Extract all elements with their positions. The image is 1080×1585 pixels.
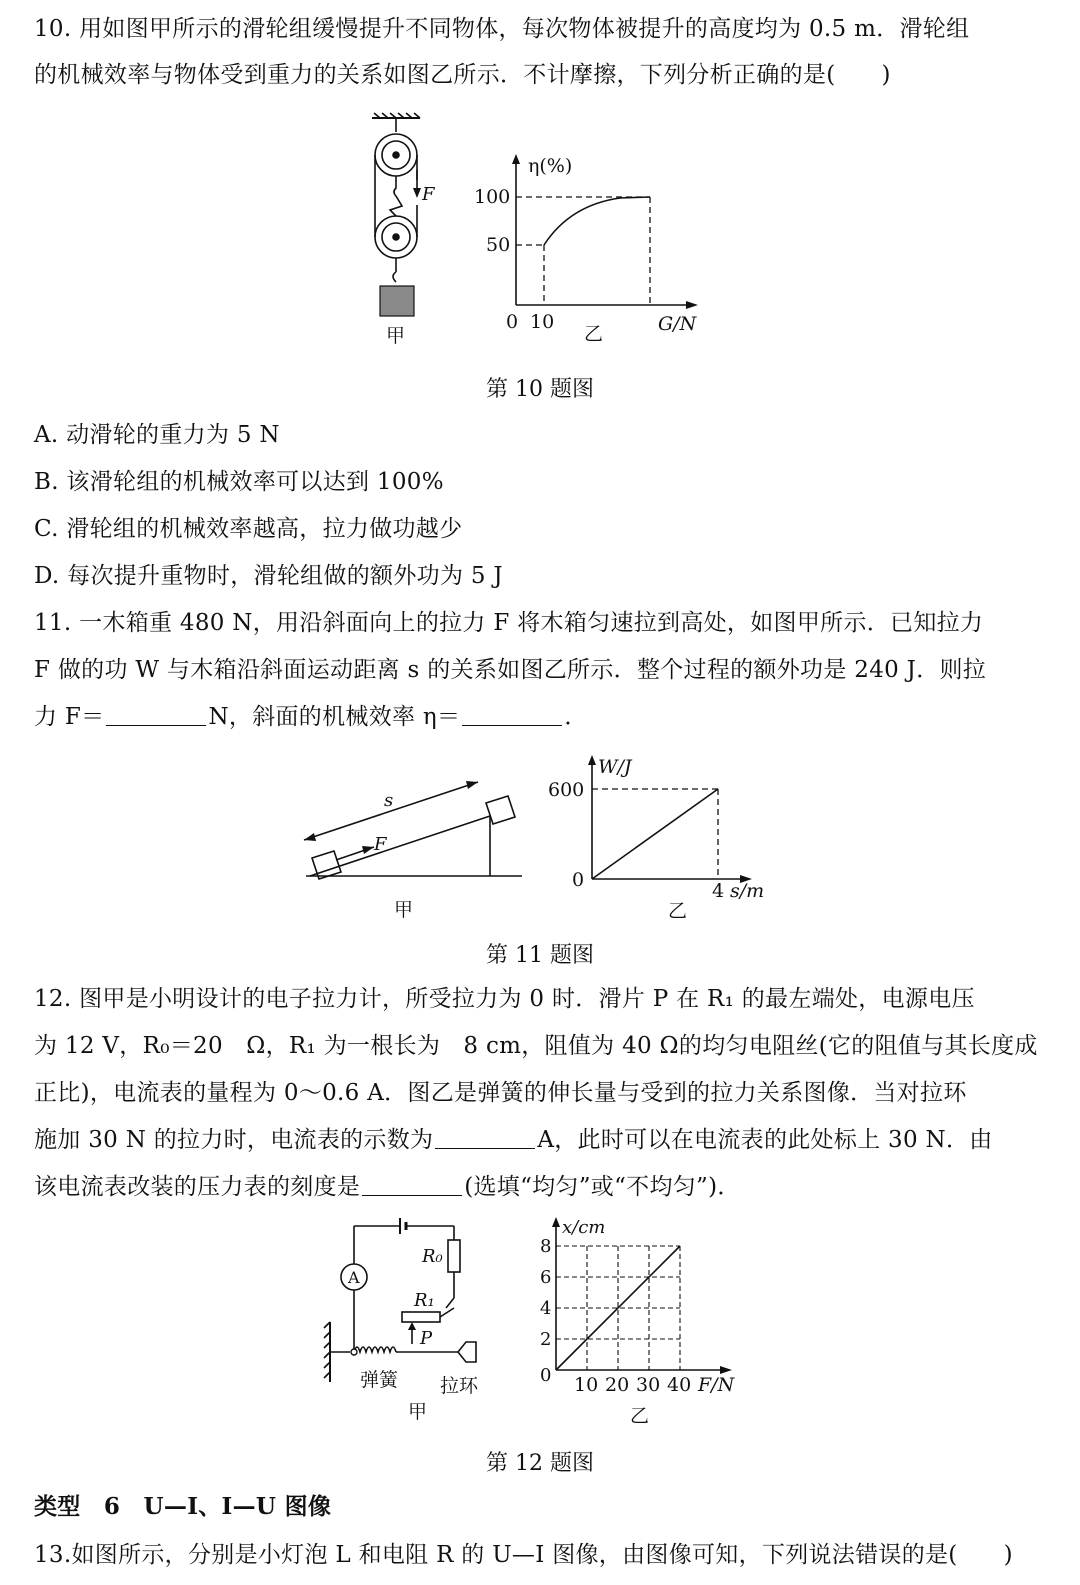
section-title: U—I、I—U 图像 — [143, 1493, 332, 1520]
q10-option-c: C. 滑轮组的机械效率越高，拉力做功越少 — [34, 516, 463, 542]
q12-line-3: 正比)，电流表的量程为 0～0.6 A．图乙是弹簧的伸长量与受到的拉力关系图像．当对拉环 — [34, 1080, 967, 1106]
q11-work-line — [592, 789, 718, 879]
section-label: 类型 6 — [34, 1493, 121, 1520]
q12-x-tick-30: 30 — [636, 1374, 661, 1396]
q10-line-1: 10. 用如图甲所示的滑轮组缓慢提升不同物体，每次物体被提升的高度均为 0.5 m．滑轮组 — [34, 16, 970, 42]
q10-graph-y100: 100 — [474, 186, 511, 208]
q10-caption: 第 10 题图 — [486, 377, 594, 402]
q10-efficiency-curve — [544, 197, 650, 245]
q13-paren-close: ) — [1003, 1542, 1013, 1568]
q11-fig-yi-label: 乙 — [668, 900, 688, 922]
q11-f-label: F — [374, 834, 387, 855]
q13-line-1 — [34, 1540, 1013, 1570]
q11-incline-figure — [290, 790, 530, 930]
q11-graph-origin: 0 — [572, 869, 585, 891]
q12-x-tick-10: 10 — [574, 1374, 599, 1396]
q10-graph-xlabel: G/N — [658, 313, 697, 335]
q11-line-3 — [34, 702, 588, 732]
q12-line-2: 为 12 V，R₀＝20 Ω，R₁ 为一根长为 8 cm，阻值为 40 Ω的均匀电阻丝(它的阻值与其长度成 — [34, 1033, 1038, 1059]
q11-graph-ylabel: W/J — [598, 756, 632, 778]
q12-line-5 — [34, 1172, 741, 1202]
q11-fig-jia-label: 甲 — [394, 899, 414, 921]
q12-fig-yi-label: 乙 — [630, 1405, 650, 1427]
q11-graph-y600: 600 — [548, 779, 585, 801]
q10-paren-close: ) — [881, 62, 891, 88]
section-heading — [34, 1492, 331, 1522]
q10-option-a: A. 动滑轮的重力为 5 N — [34, 422, 280, 448]
q12-scale-blank[interactable] — [362, 1173, 462, 1196]
q10-stem-end: 的机械效率与物体受到重力的关系如图乙所示．不计摩擦，下列分析正确的是( — [34, 62, 836, 88]
q11-caption: 第 11 题图 — [486, 943, 594, 968]
q11-force-blank[interactable] — [106, 703, 206, 726]
q12-caption: 第 12 题图 — [486, 1451, 594, 1476]
q12-graph-origin: 0 — [540, 1365, 552, 1386]
q10-force-label: F — [422, 184, 435, 205]
q12-graph-xlabel: F/N — [698, 1374, 735, 1396]
q11-graph-x4: 4 — [712, 880, 725, 902]
q11-force-prompt: 力 F＝ — [34, 704, 105, 730]
q12-fig-jia-label: 甲 — [408, 1401, 428, 1423]
q12-extension-graph — [530, 1215, 760, 1425]
q10-option-b: B. 该滑轮组的机械效率可以达到 100% — [34, 469, 444, 495]
q12-current-suffix: A，此时可以在电流表的此处标上 30 N．由 — [537, 1127, 993, 1153]
q11-work-graph — [540, 755, 780, 935]
q12-slider-label: P — [420, 1328, 433, 1349]
q12-current-blank[interactable] — [435, 1126, 535, 1149]
q10-pulley-figure — [350, 110, 460, 350]
q12-y-tick-4: 4 — [540, 1298, 552, 1319]
q12-y-tick-6: 6 — [540, 1267, 552, 1288]
q11-efficiency-blank[interactable] — [462, 703, 562, 726]
q10-graph-ylabel: η(%) — [528, 155, 573, 177]
q10-graph-origin: 0 — [506, 311, 519, 333]
q10-graph-x10: 10 — [530, 311, 555, 333]
q10-line-2 — [34, 60, 891, 90]
q12-graph-ylabel: x/cm — [562, 1217, 606, 1238]
q12-ammeter-label: A — [348, 1268, 360, 1287]
q12-y-tick-2: 2 — [540, 1329, 552, 1350]
q12-x-tick-20: 20 — [605, 1374, 630, 1396]
q11-line-1: 11. 一木箱重 480 N，用沿斜面向上的拉力 F 将木箱匀速拉到高处，如图甲所示．已知拉力 — [34, 610, 984, 636]
q12-ring-label: 拉环 — [440, 1375, 479, 1397]
q11-efficiency-prompt: N，斜面的机械效率 η＝ — [208, 704, 461, 730]
q12-current-prompt: 施加 30 N 的拉力时，电流表的示数为 — [34, 1127, 434, 1153]
q11-s-label: s — [384, 790, 394, 811]
q12-line-1: 12. 图甲是小明设计的电子拉力计，所受拉力为 0 时．滑片 P 在 R₁ 的最左端处，电源电压 — [34, 986, 975, 1012]
q10-option-d: D. 每次提升重物时，滑轮组做的额外功为 5 J — [34, 563, 503, 589]
q12-scale-suffix: (选填“均匀”或“不均匀”)． — [464, 1174, 741, 1200]
q12-scale-prompt: 该电流表改装的压力表的刻度是 — [34, 1174, 361, 1200]
q12-r0-label: R₀ — [422, 1246, 443, 1267]
q10-graph-y50: 50 — [486, 234, 511, 256]
q12-line-4 — [34, 1125, 993, 1155]
q13-stem: 13.如图所示，分别是小灯泡 L 和电阻 R 的 U—I 图像，由图像可知，下列说法错误的是( — [34, 1542, 958, 1568]
q12-y-tick-8: 8 — [540, 1236, 552, 1257]
q10-fig-jia-label: 甲 — [386, 325, 406, 347]
q11-line-2: F 做的功 W 与木箱沿斜面运动距离 s 的关系如图乙所示．整个过程的额外功是 240 J．则拉 — [34, 657, 987, 683]
q12-circuit-figure — [320, 1212, 500, 1422]
q10-efficiency-graph — [470, 150, 710, 350]
q11-graph-xlabel: s/m — [730, 880, 765, 902]
q10-fig-yi-label: 乙 — [584, 323, 604, 345]
q11-line-end: ． — [564, 704, 588, 730]
q12-x-tick-40: 40 — [667, 1374, 692, 1396]
q12-r1-label: R₁ — [414, 1290, 435, 1311]
q12-spring-label: 弹簧 — [360, 1369, 399, 1391]
